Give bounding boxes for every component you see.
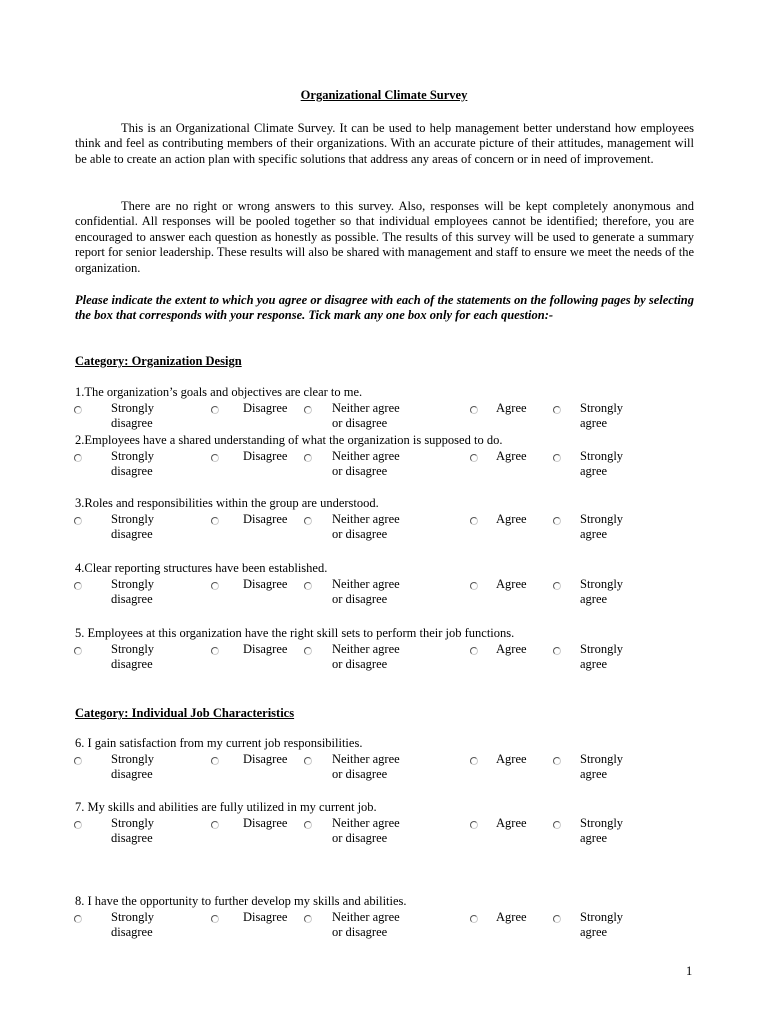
option-label: Neither agree xyxy=(332,449,400,463)
option-label: Strongly xyxy=(111,910,155,924)
radio-button[interactable] xyxy=(470,647,478,655)
radio-button[interactable] xyxy=(74,582,82,590)
option-label: Strongly xyxy=(580,577,624,591)
option-label-line2: agree xyxy=(580,925,608,939)
option-label: Disagree xyxy=(243,401,288,415)
option-label-line2: or disagree xyxy=(332,527,388,541)
option-label: Strongly xyxy=(111,577,155,591)
option-label: Agree xyxy=(496,816,527,830)
radio-button[interactable] xyxy=(470,517,478,525)
page-title: Organizational Climate Survey xyxy=(300,88,468,102)
radio-button[interactable] xyxy=(74,821,82,829)
option-label-line2: disagree xyxy=(111,464,153,478)
radio-button[interactable] xyxy=(470,454,478,462)
option-label-line2: disagree xyxy=(111,925,153,939)
question-text: 7. My skills and abilities are fully utilized in my current job. xyxy=(75,800,377,814)
radio-button[interactable] xyxy=(304,915,312,923)
radio-button[interactable] xyxy=(470,757,478,765)
radio-button[interactable] xyxy=(470,915,478,923)
radio-button[interactable] xyxy=(553,517,561,525)
option-label: Agree xyxy=(496,401,527,415)
radio-button[interactable] xyxy=(211,517,219,525)
option-label: Neither agree xyxy=(332,642,400,656)
option-label: Disagree xyxy=(243,816,288,830)
radio-button[interactable] xyxy=(211,647,219,655)
option-label: Agree xyxy=(496,752,527,766)
option-label: Agree xyxy=(496,642,527,656)
radio-button[interactable] xyxy=(74,915,82,923)
option-label-line2: agree xyxy=(580,767,608,781)
radio-button[interactable] xyxy=(553,454,561,462)
option-label: Strongly xyxy=(580,449,624,463)
radio-button[interactable] xyxy=(74,406,82,414)
option-label: Strongly xyxy=(580,642,624,656)
option-label-line2: or disagree xyxy=(332,592,388,606)
radio-button[interactable] xyxy=(470,406,478,414)
option-label: Neither agree xyxy=(332,910,400,924)
option-label-line2: agree xyxy=(580,831,608,845)
category-title-organization-design: Category: Organization Design xyxy=(75,354,242,368)
radio-button[interactable] xyxy=(553,915,561,923)
option-label-line2: disagree xyxy=(111,527,153,541)
option-label-line2: agree xyxy=(580,416,608,430)
option-label-line2: disagree xyxy=(111,831,153,845)
radio-button[interactable] xyxy=(470,821,478,829)
question-text: 5. Employees at this organization have the right skill sets to perform their job functions. xyxy=(75,626,515,640)
radio-button[interactable] xyxy=(211,454,219,462)
option-label: Strongly xyxy=(111,642,155,656)
option-label: Disagree xyxy=(243,577,288,591)
question-text: 8. I have the opportunity to further develop my skills and abilities. xyxy=(75,894,407,908)
radio-button[interactable] xyxy=(211,406,219,414)
intro-paragraph-2: There are no right or wrong answers to this survey. Also, responses will be kept completely anonymous and confidential. All responses will be pooled together so that individual employees cannot be identified; therefore, you are encouraged to answer each question as honestly as possible. The results of this survey will be used to generate a summary report for senior leadership. These results will also be shared with management and staff to ensure we meet the needs of the organization. xyxy=(75,199,694,275)
option-label: Neither agree xyxy=(332,512,400,526)
option-label: Neither agree xyxy=(332,816,400,830)
radio-button[interactable] xyxy=(553,647,561,655)
option-label-line2: agree xyxy=(580,657,608,671)
instructions: Please indicate the extent to which you agree or disagree with each of the statements on the following pages by selecting the box that corresponds with your response. Tick mark any one box only for each question:- xyxy=(75,293,694,323)
radio-button[interactable] xyxy=(74,757,82,765)
radio-button[interactable] xyxy=(304,517,312,525)
question-text: 6. I gain satisfaction from my current job responsibilities. xyxy=(75,736,363,750)
radio-button[interactable] xyxy=(553,821,561,829)
radio-button[interactable] xyxy=(211,757,219,765)
radio-button[interactable] xyxy=(304,821,312,829)
option-label-line2: or disagree xyxy=(332,464,388,478)
radio-button[interactable] xyxy=(553,406,561,414)
option-label-line2: or disagree xyxy=(332,831,388,845)
option-label: Strongly xyxy=(111,449,155,463)
radio-button[interactable] xyxy=(304,647,312,655)
radio-button[interactable] xyxy=(74,647,82,655)
radio-button[interactable] xyxy=(304,454,312,462)
option-label-line2: disagree xyxy=(111,416,153,430)
option-label: Strongly xyxy=(580,512,624,526)
category-title-individual-job: Category: Individual Job Characteristics xyxy=(75,706,295,720)
option-label: Agree xyxy=(496,910,527,924)
radio-button[interactable] xyxy=(211,821,219,829)
option-label-line2: or disagree xyxy=(332,767,388,781)
option-label-line2: disagree xyxy=(111,767,153,781)
option-label-line2: agree xyxy=(580,527,608,541)
option-label: Strongly xyxy=(580,401,624,415)
page-number: 1 xyxy=(686,964,693,978)
option-label: Agree xyxy=(496,449,527,463)
radio-button[interactable] xyxy=(74,517,82,525)
option-label-line2: disagree xyxy=(111,592,153,606)
question-text: 1.The organization’s goals and objectives are clear to me. xyxy=(75,385,363,399)
option-label: Neither agree xyxy=(332,577,400,591)
option-label: Disagree xyxy=(243,752,288,766)
intro-paragraph-1: This is an Organizational Climate Survey. It can be used to help management better understand how employees think and feel as contributing members of their organizations. With an accurate picture of their attitudes, management will be able to create an action plan with specific solutions that address any areas of concern or in need of improvement. xyxy=(75,121,694,166)
option-label: Strongly xyxy=(111,816,155,830)
radio-button[interactable] xyxy=(553,582,561,590)
radio-button[interactable] xyxy=(470,582,478,590)
option-label-line2: disagree xyxy=(111,657,153,671)
option-label: Strongly xyxy=(580,752,624,766)
option-label: Disagree xyxy=(243,910,288,924)
option-label: Strongly xyxy=(111,752,155,766)
option-label: Agree xyxy=(496,512,527,526)
radio-button[interactable] xyxy=(74,454,82,462)
option-label-line2: or disagree xyxy=(332,657,388,671)
option-label: Neither agree xyxy=(332,401,400,415)
option-label-line2: agree xyxy=(580,464,608,478)
radio-button[interactable] xyxy=(211,915,219,923)
question-text: 4.Clear reporting structures have been established. xyxy=(75,561,328,575)
option-label: Disagree xyxy=(243,642,288,656)
option-label: Disagree xyxy=(243,449,288,463)
option-label: Agree xyxy=(496,577,527,591)
radio-button[interactable] xyxy=(304,582,312,590)
option-label: Strongly xyxy=(111,512,155,526)
radio-button[interactable] xyxy=(304,757,312,765)
option-label: Strongly xyxy=(580,816,624,830)
option-label: Strongly xyxy=(580,910,624,924)
option-label: Disagree xyxy=(243,512,288,526)
radio-button[interactable] xyxy=(553,757,561,765)
option-label: Strongly xyxy=(111,401,155,415)
radio-button[interactable] xyxy=(211,582,219,590)
option-label-line2: or disagree xyxy=(332,416,388,430)
question-text: 2.Employees have a shared understanding of what the organization is supposed to do. xyxy=(75,433,503,447)
radio-button[interactable] xyxy=(304,406,312,414)
option-label-line2: agree xyxy=(580,592,608,606)
option-label: Neither agree xyxy=(332,752,400,766)
question-text: 3.Roles and responsibilities within the group are understood. xyxy=(75,496,379,510)
option-label-line2: or disagree xyxy=(332,925,388,939)
